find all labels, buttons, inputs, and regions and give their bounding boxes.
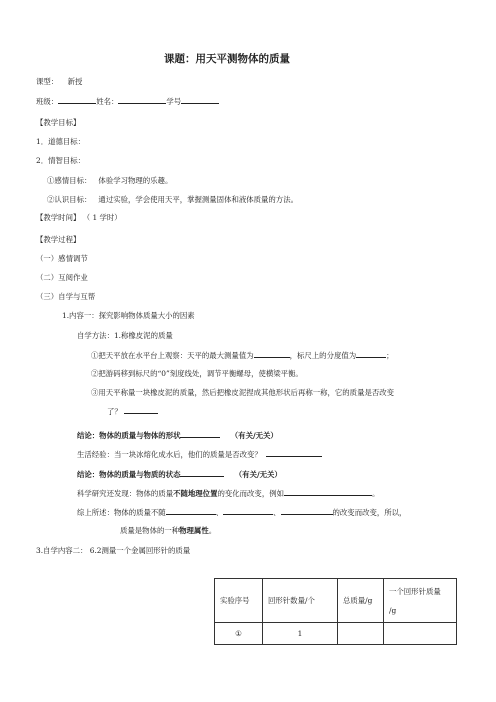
measurement-table <box>214 578 457 645</box>
division-value-blank[interactable] <box>356 350 386 358</box>
section-3: （三）自学与互帮 <box>36 292 96 301</box>
goal-item-2-label: ②认识目标： <box>47 195 92 204</box>
cell-clip-count-1: 1 <box>263 623 338 645</box>
class-label: 班级： <box>36 97 59 106</box>
conclusion-1 <box>77 430 278 441</box>
step-1-text-a: ①把天平放在水平台上观察：天平的最大测量值为 <box>91 351 254 360</box>
section-1: （一）感情调节 <box>36 254 88 263</box>
life-experience-blank[interactable] <box>266 449 322 457</box>
step-1-text-c: ； <box>386 351 394 360</box>
header-trial-number: 实验序号 <box>215 579 263 623</box>
goal-item-2 <box>47 195 298 205</box>
goals-heading: 【教学目标】 <box>36 118 81 127</box>
page-title: 课题：用天平测物体的质量 <box>164 53 290 65</box>
research-text-c: 地理位置 <box>187 489 218 498</box>
time-value: （ 1 学时） <box>82 213 122 222</box>
number-blank[interactable] <box>181 96 219 104</box>
study-method: 自学方法：1.称橡皮泥的质量 <box>77 331 173 340</box>
process-heading: 【教学过程】 <box>36 235 81 244</box>
step-3-text-b: 了？ <box>107 407 122 416</box>
research-text-e: 。 <box>372 489 380 498</box>
conclusion-1-text: 结论：物体的质量与物体的形状 <box>77 431 181 440</box>
class-blank[interactable] <box>58 96 96 104</box>
name-label: 姓名： <box>96 97 119 106</box>
research-text-a: 科学研究还发现：物体的质量 <box>77 489 174 498</box>
summary-line-2 <box>120 526 216 536</box>
max-measure-blank[interactable] <box>254 350 290 358</box>
step-3: ③用天平称量一块橡皮泥的质量，然后把橡皮泥捏成其他形状后再称一称，它的质量是否改变 <box>91 388 395 397</box>
number-label: 学号 <box>166 97 182 106</box>
course-type-value: 新授 <box>67 77 83 86</box>
summary-sep-2: 、 <box>273 508 281 517</box>
goal-emotion: 2．情智目标： <box>36 156 86 165</box>
goal-moral: 1．道德目标： <box>36 137 86 146</box>
section-2: （二）互阅作业 <box>36 273 88 282</box>
content-two: 3.自学内容二： 6.2测量一个金属回形针的质量 <box>36 546 191 555</box>
conclusion-1-option: （有关/无关） <box>230 431 278 440</box>
conclusion-2-text: 结论：物体的质量与物质的状态 <box>77 470 181 479</box>
step-3-cont <box>107 406 158 417</box>
summary-text-b: 的改变而改变，所以， <box>332 508 407 517</box>
cell-single-mass-1[interactable] <box>384 623 457 645</box>
table-row <box>215 623 457 645</box>
research-text-b: 不随 <box>173 489 188 498</box>
header-clip-count: 回形针数量/个 <box>263 579 338 623</box>
conclusion-2 <box>77 469 282 480</box>
teaching-time <box>36 213 122 223</box>
step-2: ②把游码移到标尺的“0”刻度线处，调节平衡螺母，使横梁平衡。 <box>91 369 303 378</box>
summary-blank-2[interactable] <box>223 507 273 515</box>
course-type <box>36 77 82 87</box>
summary2-text-a: 质量是物体的一种 <box>120 526 180 535</box>
life-experience <box>77 449 322 460</box>
research-text-d: 的变化而改变，例如 <box>217 489 284 498</box>
cell-trial-1: ① <box>215 623 263 645</box>
step-1 <box>91 350 394 361</box>
table-header-row <box>215 579 457 623</box>
summary-blank-1[interactable] <box>166 507 216 515</box>
header-single-clip-mass-line1: 一个回形针质量 <box>389 586 441 596</box>
header-total-mass: 总质量/g <box>338 579 384 623</box>
summary-text-a: 综上所述：物体的质量不随 <box>77 508 166 517</box>
summary2-text-c: 。 <box>208 526 217 535</box>
research-finding <box>77 488 379 499</box>
conclusion-2-option: （有关/无关） <box>234 470 282 479</box>
goal-item-2-text: 通过实验，学会使用天平，掌握测量固体和液体质量的方法。 <box>98 195 298 204</box>
goal-item-1-label: ①感情目标： <box>47 176 92 185</box>
conclusion-2-blank[interactable] <box>180 469 224 477</box>
physical-property-term: 物理属性 <box>179 526 209 535</box>
goal-item-1-text: 体验学习物理的乐趣。 <box>98 176 173 185</box>
life-experience-text: 生活经验：当一块冰熔化成水后，他们的质量是否改变？ <box>77 450 262 459</box>
step-1-text-b: ，标尺上的分度值为 <box>289 351 357 360</box>
student-info <box>36 96 219 107</box>
header-single-clip-mass-line2: /g <box>389 605 397 615</box>
summary <box>77 507 406 518</box>
conclusion-1-blank[interactable] <box>180 430 220 438</box>
content-one: 1.内容一：探究影响物体质量大小的因素 <box>62 311 195 320</box>
cell-total-mass-1[interactable] <box>338 623 384 645</box>
header-single-clip-mass <box>384 579 457 623</box>
summary-blank-3[interactable] <box>281 507 333 515</box>
summary-sep-1: 、 <box>215 508 224 517</box>
time-label: 【教学时间】 <box>36 213 81 222</box>
course-type-label: 课型： <box>36 77 59 86</box>
mass-change-blank[interactable] <box>124 406 158 414</box>
example-blank[interactable] <box>284 488 372 496</box>
name-blank[interactable] <box>118 96 166 104</box>
goal-item-1 <box>47 176 172 186</box>
